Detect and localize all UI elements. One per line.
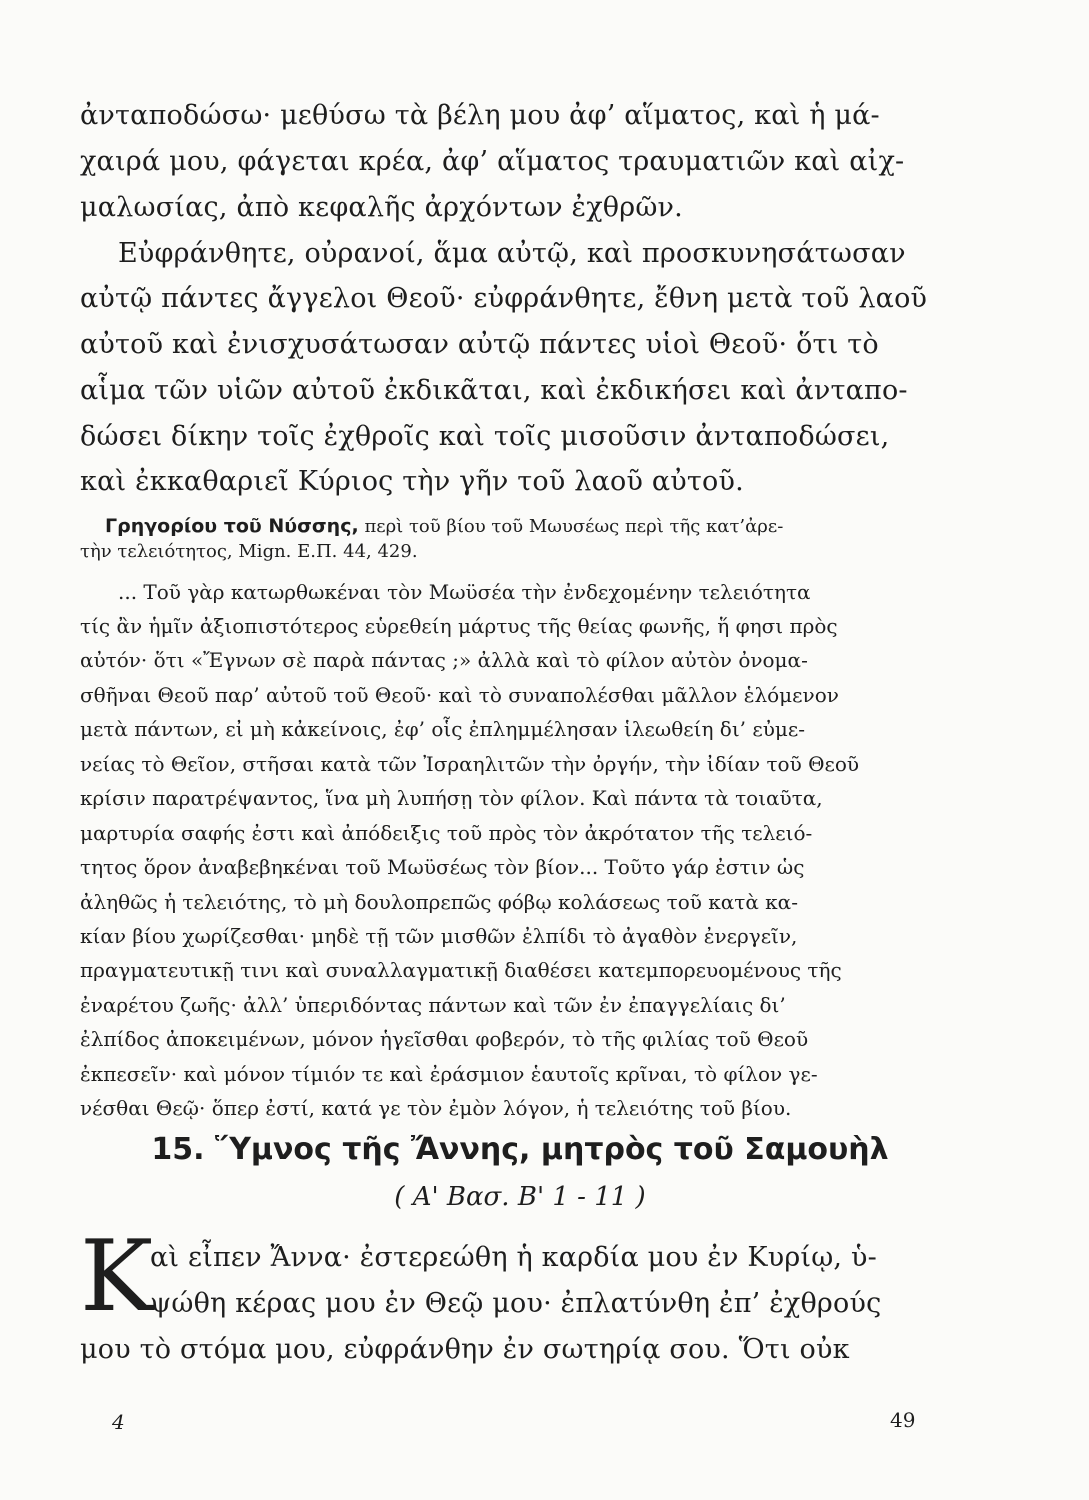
quote-line: ἐκπεσεῖν· καὶ μόνον τίμιόν τε καὶ ἐράσμιον ἑαυτοῖς κρῖναι, τὸ φίλον γε- — [80, 1062, 818, 1086]
section-heading: 15. Ὕμνος τῆς Ἄννης, μητρὸς τοῦ Σαμουὴλ — [151, 1132, 889, 1167]
quote-line: ἐναρέτου ζωῆς· ἀλλ’ ὑπεριδόντας πάντων καὶ τῶν ἐν ἐπαγγελίαις δι’ — [80, 993, 786, 1017]
quote-line: τίς ἂν ἡμῖν ἀξιοπιστότερος εὑρεθείη μάρτυς τῆς θείας φωνῆς, ἥ φησι πρὸς — [80, 614, 838, 638]
quote-line: αὐτόν· ὅτι «Ἔγνων σὲ παρὰ πάντας ;» ἀλλὰ καὶ τὸ φίλον αὐτὸν ὀνομα- — [80, 648, 808, 672]
text-line: ἀνταποδώσω· μεθύσω τὰ βέλη μου ἀφ’ αἵματος, καὶ ἡ μά- — [80, 100, 880, 131]
section-subheading: ( Α' Βασ. Β' 1 - 11 ) — [394, 1182, 646, 1212]
quote-line: ... Τοῦ γὰρ κατωρθωκέναι τὸν Μωϋσέα τὴν ἐνδεχομένην τελειότητα — [118, 580, 811, 604]
quote-line: ἐλπίδος ἀποκειμένων, μόνον ἡγεῖσθαι φοβερόν, τὸ τῆς φιλίας τοῦ Θεοῦ — [80, 1027, 809, 1051]
quote-line: νείας τὸ Θεῖον, στῆσαι κατὰ τῶν Ἰσραηλιτῶν τὴν ὀργήν, τὴν ἰδίαν τοῦ Θεοῦ — [80, 752, 860, 776]
quote-line: σθῆναι Θεοῦ παρ’ αὐτοῦ τοῦ Θεοῦ· καὶ τὸ συναπολέσθαι μᾶλλον ἑλόμενον — [80, 683, 839, 707]
text-line: ψώθη κέρας μου ἐν Θεῷ μου· ἐπλατύνθη ἐπ’ ἐχθρούς — [150, 1288, 882, 1319]
quote-line: τητος ὅρον ἀναβεβηκέναι τοῦ Μωϋσέως τὸν βίον... Τοῦτο γάρ ἐστιν ὡς — [80, 855, 805, 879]
text-line: μαλωσίας, ἀπὸ κεφαλῆς ἀρχόντων ἐχθρῶν. — [80, 192, 683, 223]
text-line: χαιρά μου, φάγεται κρέα, ἀφ’ αἵματος τραυματιῶν καὶ αἰχ- — [80, 146, 905, 177]
text-line: δώσει δίκην τοῖς ἐχθροῖς καὶ τοῖς μισοῦσιν ἀνταποδώσει, — [80, 421, 890, 452]
text-line: καὶ ἐκκαθαριεῖ Κύριος τὴν γῆν τοῦ λαοῦ αὐτοῦ. — [80, 466, 744, 497]
drop-cap: Κ — [80, 1220, 154, 1334]
citation-author: Γρηγορίου τοῦ Νύσσης, — [105, 515, 359, 537]
citation-line — [105, 515, 783, 537]
citation-title: περὶ τοῦ βίου τοῦ Μωυσέως περὶ τῆς κατ’ἀρε- — [364, 516, 784, 537]
text-line: αὶ εἶπεν Ἄννα· ἐστερεώθη ἡ καρδία μου ἐν Κυρίῳ, ὑ- — [150, 1242, 877, 1273]
quote-line: κίαν βίου χωρίζεσθαι· μηδὲ τῇ τῶν μισθῶν ἐλπίδι τὸ ἀγαθὸν ἐνεργεῖν, — [80, 924, 798, 948]
page-number: 49 — [890, 1408, 916, 1432]
text-line: αἷμα τῶν υἱῶν αὐτοῦ ἐκδικᾶται, καὶ ἐκδικήσει καὶ ἀνταπο- — [80, 375, 908, 406]
text-line: αὐτοῦ καὶ ἐνισχυσάτωσαν αὐτῷ πάντες υἱοὶ Θεοῦ· ὅτι τὸ — [80, 329, 879, 360]
signature-mark: 4 — [112, 1410, 125, 1434]
text-line: μου τὸ στόμα μου, εὐφράνθην ἐν σωτηρίᾳ σου. Ὅτι οὐκ — [80, 1334, 850, 1365]
text-line: Εὐφράνθητε, οὐρανοί, ἅμα αὐτῷ, καὶ προσκυνησάτωσαν — [118, 238, 906, 269]
text-line: αὐτῷ πάντες ἄγγελοι Θεοῦ· εὐφράνθητε, ἔθνη μετὰ τοῦ λαοῦ — [80, 283, 928, 314]
quote-line: ἀληθῶς ἡ τελειότης, τὸ μὴ δουλοπρεπῶς φόβῳ κολάσεως τοῦ κατὰ κα- — [80, 890, 798, 914]
quote-line: μαρτυρία σαφής ἐστι καὶ ἀπόδειξις τοῦ πρὸς τὸν ἀκρότατον τῆς τελειό- — [80, 821, 813, 845]
citation-line: τὴν τελειότητος, Mign. Ε.Π. 44, 429. — [80, 541, 418, 562]
quote-line: πραγματευτικῇ τινι καὶ συναλλαγματικῇ διαθέσει κατεμπορευομένους τῆς — [80, 958, 842, 982]
quote-line: νέσθαι Θεῷ· ὅπερ ἐστί, κατά γε τὸν ἐμὸν λόγον, ἡ τελειότης τοῦ βίου. — [80, 1096, 792, 1120]
quote-line: κρίσιν παρατρέψαντος, ἵνα μὴ λυπήσῃ τὸν φίλον. Καὶ πάντα τὰ τοιαῦτα, — [80, 786, 823, 810]
quote-line: μετὰ πάντων, εἰ μὴ κἀκείνοις, ἐφ’ οἷς ἐπλημμέλησαν ἱλεωθείη δι’ εὐμε- — [80, 717, 806, 741]
